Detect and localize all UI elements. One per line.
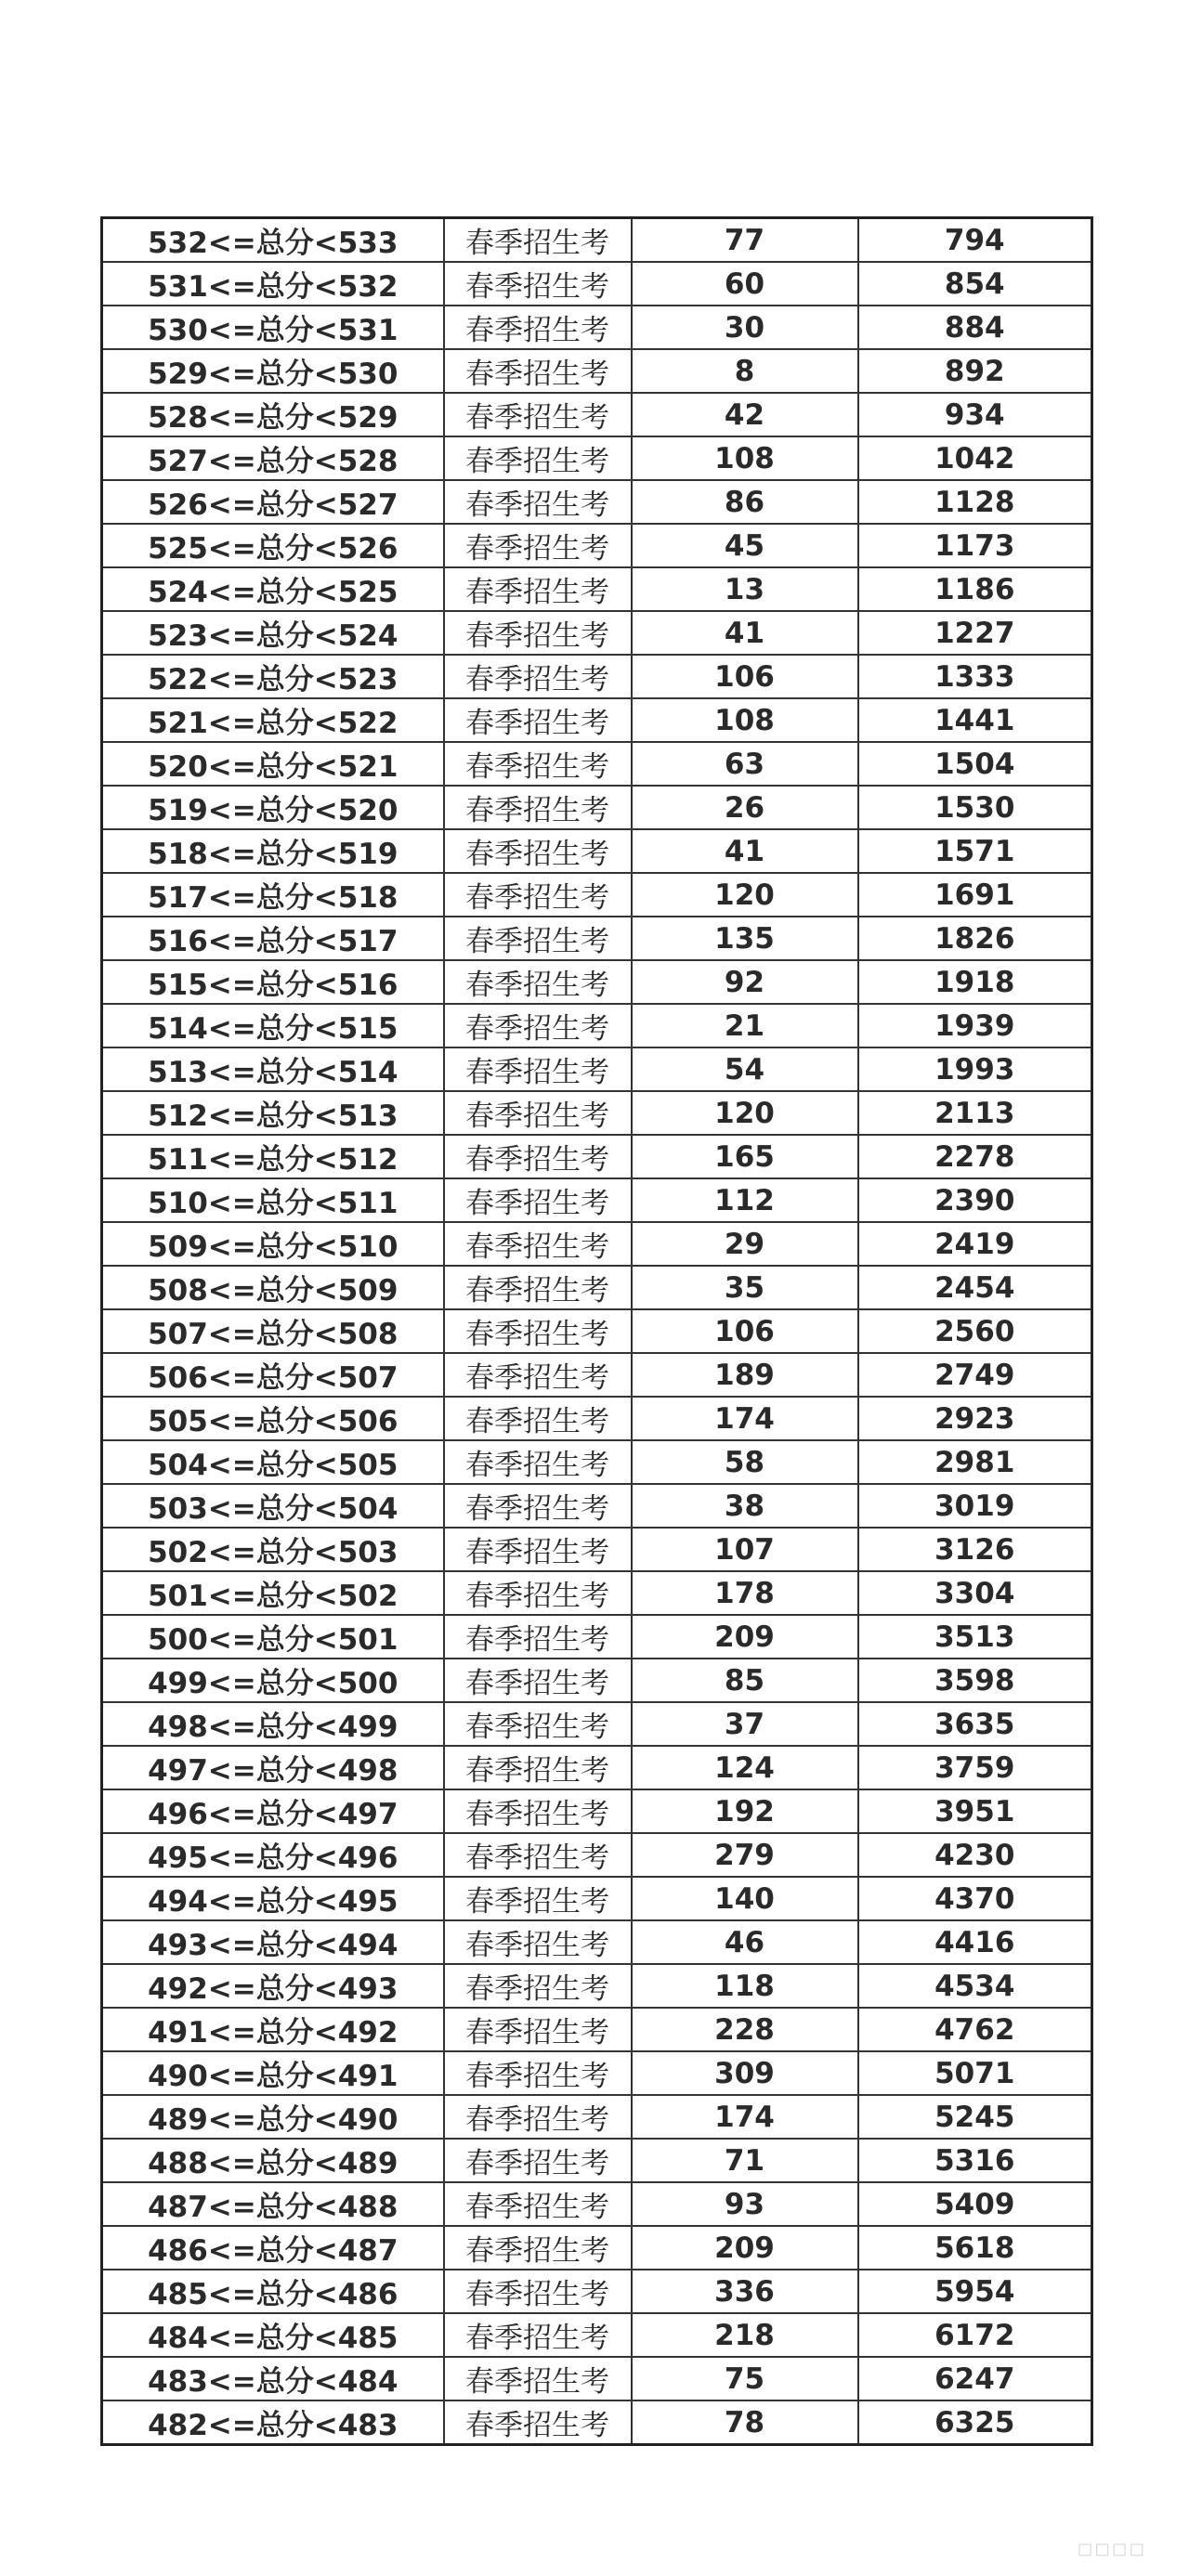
- count-cell: 107: [632, 1528, 858, 1571]
- count-cell: 120: [632, 873, 858, 917]
- cumulative-count-cell: 3759: [858, 1746, 1092, 1789]
- cumulative-count-cell: 854: [858, 262, 1092, 306]
- exam-type-cell: 春季招生考: [444, 786, 632, 829]
- cumulative-count-cell: 1530: [858, 786, 1092, 829]
- exam-type-cell: 春季招生考: [444, 2313, 632, 2357]
- exam-type-cell: 春季招生考: [444, 1920, 632, 1964]
- cumulative-count-cell: 794: [858, 218, 1092, 263]
- score-range-cell: 526<=总分<527: [102, 480, 444, 524]
- cumulative-count-cell: 3598: [858, 1659, 1092, 1702]
- table-row: [102, 2182, 1092, 2226]
- table-row: [102, 786, 1092, 829]
- score-range-cell: 485<=总分<486: [102, 2270, 444, 2313]
- cumulative-count-cell: 4370: [858, 1877, 1092, 1920]
- count-cell: 118: [632, 1964, 858, 2008]
- table-row: [102, 611, 1092, 655]
- exam-type-cell: 春季招生考: [444, 1440, 632, 1484]
- score-range-cell: 507<=总分<508: [102, 1309, 444, 1353]
- cumulative-count-cell: 3019: [858, 1484, 1092, 1528]
- exam-type-cell: 春季招生考: [444, 1877, 632, 1920]
- cumulative-count-cell: 6247: [858, 2357, 1092, 2400]
- exam-type-cell: 春季招生考: [444, 1266, 632, 1309]
- score-range-cell: 502<=总分<503: [102, 1528, 444, 1571]
- count-cell: 279: [632, 1833, 858, 1877]
- table-row: [102, 436, 1092, 480]
- cumulative-count-cell: 3635: [858, 1702, 1092, 1746]
- count-cell: 135: [632, 917, 858, 960]
- score-range-cell: 530<=总分<531: [102, 306, 444, 349]
- score-range-cell: 487<=总分<488: [102, 2182, 444, 2226]
- table-row: [102, 2051, 1092, 2095]
- exam-type-cell: 春季招生考: [444, 1353, 632, 1397]
- table-row: [102, 1135, 1092, 1178]
- table-row: [102, 1178, 1092, 1222]
- score-range-cell: 512<=总分<513: [102, 1091, 444, 1135]
- cumulative-count-cell: 1441: [858, 698, 1092, 742]
- score-range-cell: 484<=总分<485: [102, 2313, 444, 2357]
- exam-type-cell: 春季招生考: [444, 1833, 632, 1877]
- exam-type-cell: 春季招生考: [444, 567, 632, 611]
- exam-type-cell: 春季招生考: [444, 306, 632, 349]
- cumulative-count-cell: 934: [858, 393, 1092, 436]
- cumulative-count-cell: 5954: [858, 2270, 1092, 2313]
- cumulative-count-cell: 2981: [858, 1440, 1092, 1484]
- table-row: [102, 1789, 1092, 1833]
- count-cell: 178: [632, 1571, 858, 1615]
- cumulative-count-cell: 2390: [858, 1178, 1092, 1222]
- score-range-cell: 505<=总分<506: [102, 1397, 444, 1440]
- table-row: [102, 1877, 1092, 1920]
- exam-type-cell: 春季招生考: [444, 1091, 632, 1135]
- exam-type-cell: 春季招生考: [444, 2357, 632, 2400]
- count-cell: 54: [632, 1047, 858, 1091]
- count-cell: 42: [632, 393, 858, 436]
- score-range-cell: 520<=总分<521: [102, 742, 444, 786]
- table-row: [102, 1266, 1092, 1309]
- exam-type-cell: 春季招生考: [444, 2400, 632, 2445]
- count-cell: 8: [632, 349, 858, 393]
- exam-type-cell: 春季招生考: [444, 698, 632, 742]
- count-cell: 209: [632, 2226, 858, 2270]
- exam-type-cell: 春季招生考: [444, 2008, 632, 2051]
- score-range-cell: 488<=总分<489: [102, 2139, 444, 2182]
- cumulative-count-cell: 5618: [858, 2226, 1092, 2270]
- score-range-cell: 516<=总分<517: [102, 917, 444, 960]
- count-cell: 106: [632, 1309, 858, 1353]
- count-cell: 228: [632, 2008, 858, 2051]
- score-range-cell: 518<=总分<519: [102, 829, 444, 873]
- table-row: [102, 1615, 1092, 1659]
- score-range-cell: 482<=总分<483: [102, 2400, 444, 2445]
- cumulative-count-cell: 3304: [858, 1571, 1092, 1615]
- table-row: [102, 306, 1092, 349]
- exam-type-cell: 春季招生考: [444, 1789, 632, 1833]
- exam-type-cell: 春季招生考: [444, 960, 632, 1004]
- cumulative-count-cell: 5245: [858, 2095, 1092, 2139]
- exam-type-cell: 春季招生考: [444, 742, 632, 786]
- exam-type-cell: 春季招生考: [444, 829, 632, 873]
- table-row: [102, 1702, 1092, 1746]
- exam-type-cell: 春季招生考: [444, 1309, 632, 1353]
- exam-type-cell: 春季招生考: [444, 2182, 632, 2226]
- count-cell: 108: [632, 698, 858, 742]
- score-range-cell: 490<=总分<491: [102, 2051, 444, 2095]
- exam-type-cell: 春季招生考: [444, 1047, 632, 1091]
- count-cell: 71: [632, 2139, 858, 2182]
- count-cell: 41: [632, 829, 858, 873]
- exam-type-cell: 春季招生考: [444, 611, 632, 655]
- count-cell: 58: [632, 1440, 858, 1484]
- score-range-cell: 504<=总分<505: [102, 1440, 444, 1484]
- watermark-mark: ◻◻◻◻: [1077, 2537, 1146, 2559]
- table-row: [102, 873, 1092, 917]
- count-cell: 112: [632, 1178, 858, 1222]
- score-range-cell: 532<=总分<533: [102, 218, 444, 263]
- exam-type-cell: 春季招生考: [444, 1178, 632, 1222]
- score-range-cell: 508<=总分<509: [102, 1266, 444, 1309]
- cumulative-count-cell: 1939: [858, 1004, 1092, 1047]
- table-row: [102, 2270, 1092, 2313]
- exam-type-cell: 春季招生考: [444, 873, 632, 917]
- cumulative-count-cell: 3126: [858, 1528, 1092, 1571]
- exam-type-cell: 春季招生考: [444, 1135, 632, 1178]
- count-cell: 106: [632, 655, 858, 698]
- table-body: [102, 218, 1092, 2445]
- score-range-cell: 515<=总分<516: [102, 960, 444, 1004]
- count-cell: 26: [632, 786, 858, 829]
- table-row: [102, 1397, 1092, 1440]
- cumulative-count-cell: 2923: [858, 1397, 1092, 1440]
- cumulative-count-cell: 2749: [858, 1353, 1092, 1397]
- score-range-cell: 492<=总分<493: [102, 1964, 444, 2008]
- table-row: [102, 698, 1092, 742]
- score-range-cell: 503<=总分<504: [102, 1484, 444, 1528]
- table-row: [102, 349, 1092, 393]
- table-row: [102, 2008, 1092, 2051]
- cumulative-count-cell: 1227: [858, 611, 1092, 655]
- score-range-cell: 528<=总分<529: [102, 393, 444, 436]
- exam-type-cell: 春季招生考: [444, 2139, 632, 2182]
- exam-type-cell: 春季招生考: [444, 1397, 632, 1440]
- table-row: [102, 2313, 1092, 2357]
- score-range-cell: 531<=总分<532: [102, 262, 444, 306]
- table-row: [102, 1353, 1092, 1397]
- cumulative-count-cell: 3513: [858, 1615, 1092, 1659]
- score-range-cell: 499<=总分<500: [102, 1659, 444, 1702]
- table-row: [102, 1047, 1092, 1091]
- count-cell: 140: [632, 1877, 858, 1920]
- count-cell: 86: [632, 480, 858, 524]
- exam-type-cell: 春季招生考: [444, 1964, 632, 2008]
- score-range-cell: 486<=总分<487: [102, 2226, 444, 2270]
- count-cell: 30: [632, 306, 858, 349]
- count-cell: 29: [632, 1222, 858, 1266]
- cumulative-count-cell: 4534: [858, 1964, 1092, 2008]
- exam-type-cell: 春季招生考: [444, 524, 632, 567]
- score-range-cell: 525<=总分<526: [102, 524, 444, 567]
- cumulative-count-cell: 2278: [858, 1135, 1092, 1178]
- count-cell: 75: [632, 2357, 858, 2400]
- score-range-cell: 506<=总分<507: [102, 1353, 444, 1397]
- table-row: [102, 1528, 1092, 1571]
- exam-type-cell: 春季招生考: [444, 262, 632, 306]
- cumulative-count-cell: 1173: [858, 524, 1092, 567]
- cumulative-count-cell: 1918: [858, 960, 1092, 1004]
- exam-type-cell: 春季招生考: [444, 1746, 632, 1789]
- count-cell: 336: [632, 2270, 858, 2313]
- score-distribution-table: [100, 216, 1093, 2446]
- score-range-cell: 524<=总分<525: [102, 567, 444, 611]
- cumulative-count-cell: 884: [858, 306, 1092, 349]
- cumulative-count-cell: 2454: [858, 1266, 1092, 1309]
- exam-type-cell: 春季招生考: [444, 1615, 632, 1659]
- table-row: [102, 393, 1092, 436]
- exam-type-cell: 春季招生考: [444, 218, 632, 263]
- table-row: [102, 960, 1092, 1004]
- cumulative-count-cell: 1826: [858, 917, 1092, 960]
- table-row: [102, 1309, 1092, 1353]
- score-range-cell: 493<=总分<494: [102, 1920, 444, 1964]
- cumulative-count-cell: 1186: [858, 567, 1092, 611]
- table-row: [102, 1004, 1092, 1047]
- score-range-cell: 497<=总分<498: [102, 1746, 444, 1789]
- cumulative-count-cell: 5071: [858, 2051, 1092, 2095]
- count-cell: 209: [632, 1615, 858, 1659]
- count-cell: 41: [632, 611, 858, 655]
- score-range-cell: 496<=总分<497: [102, 1789, 444, 1833]
- exam-type-cell: 春季招生考: [444, 917, 632, 960]
- score-range-cell: 498<=总分<499: [102, 1702, 444, 1746]
- count-cell: 174: [632, 2095, 858, 2139]
- table-row: [102, 1920, 1092, 1964]
- score-range-cell: 514<=总分<515: [102, 1004, 444, 1047]
- count-cell: 108: [632, 436, 858, 480]
- cumulative-count-cell: 1504: [858, 742, 1092, 786]
- count-cell: 37: [632, 1702, 858, 1746]
- score-range-cell: 500<=总分<501: [102, 1615, 444, 1659]
- table-row: [102, 1440, 1092, 1484]
- score-range-cell: 527<=总分<528: [102, 436, 444, 480]
- table-row: [102, 1222, 1092, 1266]
- cumulative-count-cell: 1042: [858, 436, 1092, 480]
- table-row: [102, 1659, 1092, 1702]
- table-row: [102, 1091, 1092, 1135]
- exam-type-cell: 春季招生考: [444, 2270, 632, 2313]
- count-cell: 124: [632, 1746, 858, 1789]
- count-cell: 92: [632, 960, 858, 1004]
- table-row: [102, 2357, 1092, 2400]
- score-range-cell: 483<=总分<484: [102, 2357, 444, 2400]
- count-cell: 78: [632, 2400, 858, 2445]
- score-range-cell: 509<=总分<510: [102, 1222, 444, 1266]
- table-row: [102, 742, 1092, 786]
- count-cell: 45: [632, 524, 858, 567]
- cumulative-count-cell: 4416: [858, 1920, 1092, 1964]
- exam-type-cell: 春季招生考: [444, 2095, 632, 2139]
- score-range-cell: 521<=总分<522: [102, 698, 444, 742]
- score-range-cell: 491<=总分<492: [102, 2008, 444, 2051]
- score-range-cell: 529<=总分<530: [102, 349, 444, 393]
- count-cell: 174: [632, 1397, 858, 1440]
- exam-type-cell: 春季招生考: [444, 1702, 632, 1746]
- table-row: [102, 655, 1092, 698]
- table-row: [102, 2400, 1092, 2445]
- exam-type-cell: 春季招生考: [444, 1528, 632, 1571]
- cumulative-count-cell: 3951: [858, 1789, 1092, 1833]
- score-range-cell: 511<=总分<512: [102, 1135, 444, 1178]
- count-cell: 46: [632, 1920, 858, 1964]
- table-row: [102, 1746, 1092, 1789]
- table-row: [102, 480, 1092, 524]
- count-cell: 77: [632, 218, 858, 263]
- exam-type-cell: 春季招生考: [444, 655, 632, 698]
- cumulative-count-cell: 1128: [858, 480, 1092, 524]
- count-cell: 189: [632, 1353, 858, 1397]
- table-row: [102, 262, 1092, 306]
- count-cell: 218: [632, 2313, 858, 2357]
- table-row: [102, 2139, 1092, 2182]
- count-cell: 21: [632, 1004, 858, 1047]
- table-row: [102, 1484, 1092, 1528]
- cumulative-count-cell: 2113: [858, 1091, 1092, 1135]
- cumulative-count-cell: 5409: [858, 2182, 1092, 2226]
- score-range-cell: 522<=总分<523: [102, 655, 444, 698]
- table-row: [102, 829, 1092, 873]
- count-cell: 165: [632, 1135, 858, 1178]
- score-range-cell: 495<=总分<496: [102, 1833, 444, 1877]
- cumulative-count-cell: 5316: [858, 2139, 1092, 2182]
- count-cell: 192: [632, 1789, 858, 1833]
- exam-type-cell: 春季招生考: [444, 1484, 632, 1528]
- table-row: [102, 2095, 1092, 2139]
- cumulative-count-cell: 1993: [858, 1047, 1092, 1091]
- cumulative-count-cell: 1691: [858, 873, 1092, 917]
- count-cell: 13: [632, 567, 858, 611]
- table-row: [102, 1571, 1092, 1615]
- count-cell: 38: [632, 1484, 858, 1528]
- count-cell: 309: [632, 2051, 858, 2095]
- exam-type-cell: 春季招生考: [444, 349, 632, 393]
- table-row: [102, 2226, 1092, 2270]
- score-range-cell: 513<=总分<514: [102, 1047, 444, 1091]
- count-cell: 93: [632, 2182, 858, 2226]
- cumulative-count-cell: 6172: [858, 2313, 1092, 2357]
- cumulative-count-cell: 1333: [858, 655, 1092, 698]
- table-row: [102, 567, 1092, 611]
- count-cell: 60: [632, 262, 858, 306]
- cumulative-count-cell: 6325: [858, 2400, 1092, 2445]
- score-range-cell: 523<=总分<524: [102, 611, 444, 655]
- exam-type-cell: 春季招生考: [444, 393, 632, 436]
- exam-type-cell: 春季招生考: [444, 1659, 632, 1702]
- cumulative-count-cell: 1571: [858, 829, 1092, 873]
- score-range-cell: 489<=总分<490: [102, 2095, 444, 2139]
- table-row: [102, 917, 1092, 960]
- cumulative-count-cell: 2560: [858, 1309, 1092, 1353]
- cumulative-count-cell: 4762: [858, 2008, 1092, 2051]
- cumulative-count-cell: 892: [858, 349, 1092, 393]
- exam-type-cell: 春季招生考: [444, 480, 632, 524]
- count-cell: 85: [632, 1659, 858, 1702]
- cumulative-count-cell: 4230: [858, 1833, 1092, 1877]
- exam-type-cell: 春季招生考: [444, 436, 632, 480]
- exam-type-cell: 春季招生考: [444, 1004, 632, 1047]
- count-cell: 35: [632, 1266, 858, 1309]
- exam-type-cell: 春季招生考: [444, 1571, 632, 1615]
- table-row: [102, 524, 1092, 567]
- score-range-cell: 517<=总分<518: [102, 873, 444, 917]
- table-row: [102, 1964, 1092, 2008]
- exam-type-cell: 春季招生考: [444, 2226, 632, 2270]
- score-range-cell: 519<=总分<520: [102, 786, 444, 829]
- score-range-cell: 510<=总分<511: [102, 1178, 444, 1222]
- count-cell: 63: [632, 742, 858, 786]
- score-range-cell: 501<=总分<502: [102, 1571, 444, 1615]
- exam-type-cell: 春季招生考: [444, 1222, 632, 1266]
- cumulative-count-cell: 2419: [858, 1222, 1092, 1266]
- table-row: [102, 1833, 1092, 1877]
- count-cell: 120: [632, 1091, 858, 1135]
- table-row: [102, 218, 1092, 263]
- exam-type-cell: 春季招生考: [444, 2051, 632, 2095]
- score-range-cell: 494<=总分<495: [102, 1877, 444, 1920]
